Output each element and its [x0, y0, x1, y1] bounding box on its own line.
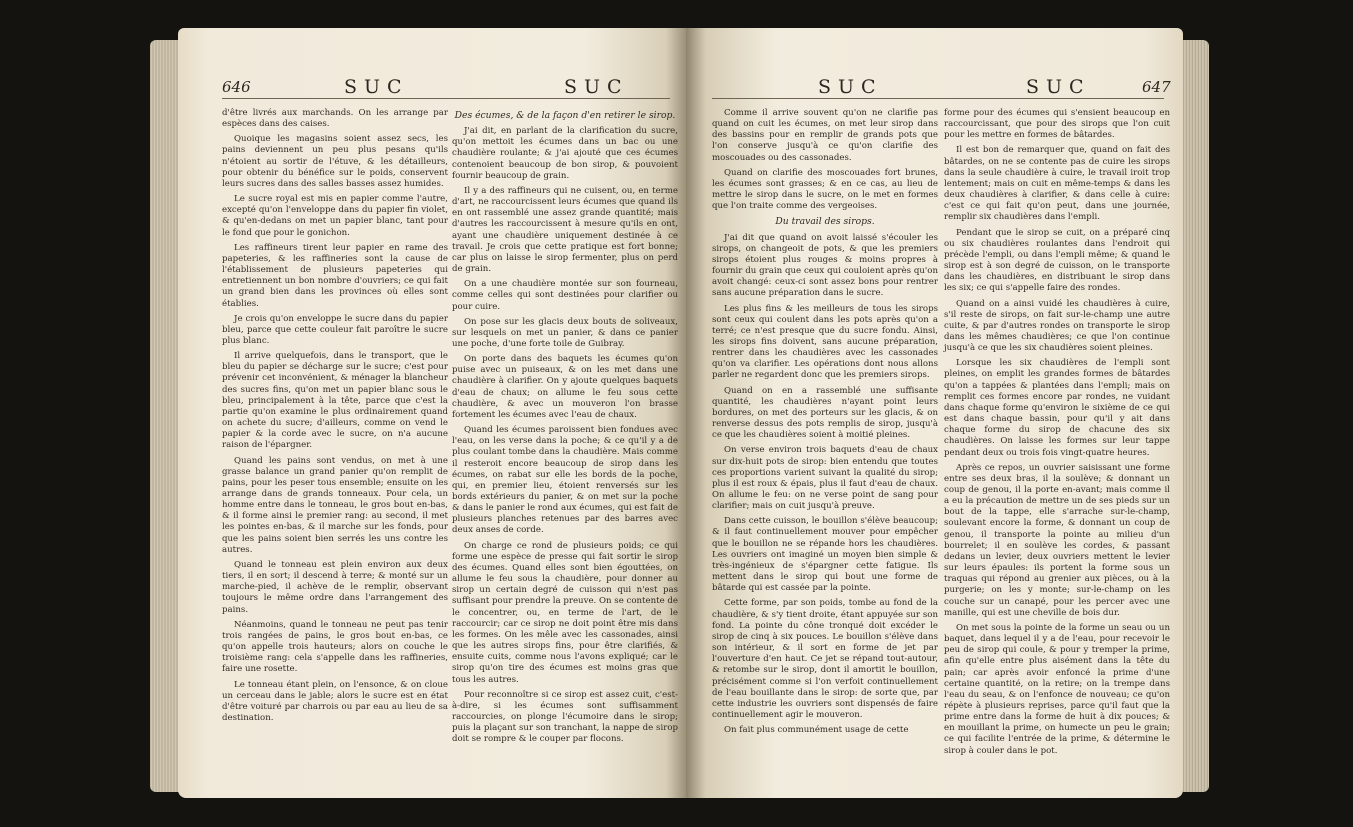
paragraph: J'ai dit que quand on avoit laissé s'écouler les sirops, on changeoit de pots, & que les premiers sirops étoient plus rouges & moins propres à fournir du grain que ceux qui couloient après qu'on avoit changé: ceux-ci sont assez bons pour rentrer sans aucune préparation dans le sucre. — [712, 232, 938, 299]
header-rule-left — [222, 98, 670, 99]
paragraph: d'être livrés aux marchands. On les arrange par espèces dans des caises. — [222, 108, 448, 130]
paragraph: On met sous la pointe de la forme un seau ou un baquet, dans lequel il y a de l'eau, pour recevoir le peu de sirop qui coule, & pour y tremper la prime, afin qu'elle entre plus aisément dans la tête du pain; car après avoir enfoncé la prime d'une certaine quantité, on la retire; on la trempe dans l'eau du seau, & on l'enfonce de nouveau; ce qu'on répète à plusieurs reprises, parce qu'il faut que la prime entre dans la forme de huit à dix pouces; & en mouillant la prime, on humecte un peu le grain; ce qui facilite l'entrée de la prime, & détermine le sirop à couler dans le pot. — [944, 622, 1170, 756]
paragraph: Quand les écumes paroissent bien fondues avec l'eau, on les verse dans la poche; & ce qu'il y a de plus coulant tombe dans la chaudière. Mais comme il resteroit encore beaucoup de sirop dans les écumes, on rabat sur elle les bords de la poche, qui, en premier lieu, étoient renversés sur les bords extérieurs du panier, & on met sur la poche & dans le panier le rond aux écumes, qui est fait de plusieurs planches retenues par des barres avec deux anses de corde. — [452, 425, 678, 536]
paragraph: Le tonneau étant plein, on l'ensonce, & on cloue un cerceau dans le jable; alors le sucre est en état d'être voituré par charrois ou par eau au lieu de sa destination. — [222, 679, 448, 723]
running-head-right-1: SUC — [818, 76, 883, 98]
paragraph: Les plus fins & les meilleurs de tous les sirops sont ceux qui coulent dans les pots après qu'on a terré; ce n'est presque que du sucre fondu. Ainsi, les sirops fins doivent, sans aucune préparation, rentrer dans les chaudières avec les cassonades qu'on va clarifier. Les opérations dont nous allons parler ne regardent donc que les premiers sirops. — [712, 303, 938, 381]
paragraph: On a une chaudière montée sur son fourneau, comme celles qui sont destinées pour clarifier ou pour cuire. — [452, 279, 678, 312]
running-head-left-2: SUC — [564, 76, 629, 98]
paragraph: On pose sur les glacis deux bouts de soliveaux, sur lesquels on met un panier, & dans ce panier une poche, d'une forte toile de Guibray. — [452, 316, 678, 349]
paragraph: Quand on a ainsi vuidé les chaudières à cuire, s'il reste de sirops, on fait sur-le-champ une autre cuite, & par d'autres rondes on transporte le sirop dans les mêmes chaudières; ce que l'on continue jusqu'à ce que les six chaudières soient pleines. — [944, 298, 1170, 354]
text-column-3 — [712, 108, 938, 740]
paragraph: On porte dans des baquets les écumes qu'on puise avec un puiseaux, & on les met dans une chaudière à clarifier. On y ajoute quelques baquets d'eau de chaux; on allume le feu sous cette chaudière, & avec un mouveron l'on brasse fortement les écumes avec l'eau de chaux. — [452, 354, 678, 420]
text-column-4 — [944, 108, 1170, 761]
page-edges-left — [150, 40, 180, 792]
paragraph: Quand le tonneau est plein environ aux deux tiers, il en sort; il descend à terre; & monté sur un marche-pied, il achève de le remplir, observant toujours le même ordre dans l'arrangement des pains. — [222, 559, 448, 615]
paragraph: Quand on en a rassemblé une suffisante quantité, les chaudières n'ayant point leurs bordures, on met des porteurs sur les glacis, & on renverse dessus des pots remplis de sirop, jusqu'à ce que les chaudières soient à moitié pleines. — [712, 385, 938, 441]
paragraph: Les raffineurs tirent leur papier en rame des papeteries, & les raffineries sont la cause de l'établissement de plusieurs papeteries qui entretiennent un bon nombre d'ouvriers; ce qui fait un grand bien dans les provinces où elles sont établies. — [222, 242, 448, 309]
section-subheading: Des écumes, & de la façon d'en retirer le sirop. — [454, 110, 676, 121]
page-edges-right — [1183, 40, 1209, 792]
paragraph: Il arrive quelquefois, dans le transport, que le bleu du papier se décharge sur le sucre; c'est pour prévenir cet inconvénient, & ménager la blancheur des sucres fins, qu'on met un papier blanc sous le bleu, principalement à la tête, parce que c'est la partie qu'on examine le plus ordinairement quand on achete du sucre; d'ailleurs, comme on vend le papier & la corde avec le sucre, on n'a aucune raison de l'épargner. — [222, 351, 448, 451]
paragraph: Pour reconnoître si ce sirop est assez cuit, c'est-à-dire, si les écumes sont suffisamment raccourcies, on plonge l'écumoire dans le sirop; puis la plaçant sur son tranchant, la nappe de sirop doit se rompre & le couper par flocons. — [452, 689, 678, 745]
running-head-left-1: SUC — [344, 76, 409, 98]
paragraph: J'ai dit, en parlant de la clarification du sucre, qu'on mettoit les écumes dans un bac ou une chaudière roulante; & j'ai ajouté que ces écumes contenoient beaucoup de bon sirop, & pouvoient fournir beaucoup de grain. — [452, 126, 678, 181]
right-page — [686, 28, 1183, 798]
paragraph: forme pour des écumes qui s'ensient beaucoup en raccourcissant, que pour des sirops que l'on cuit pour les mettre en formes de bâtardes. — [944, 108, 1170, 141]
paragraph: Néanmoins, quand le tonneau ne peut pas tenir trois rangées de pains, le gros bout en-bas, ce qu'on appelle trois hauteurs; alors on couche le troisième rang: cela s'appelle dans les raffineries, faire une rosette. — [222, 619, 448, 675]
paragraph: Pendant que le sirop se cuit, on a préparé cinq ou six chaudières roulantes dans l'endroit qui précède l'empli, ou dans l'empli même; & quand le sirop est à son degré de cuisson, on le transporte dans les chaudières, en distribuant le sirop dans les six; ce qui s'appelle faire des rondes. — [944, 227, 1170, 294]
paragraph: On verse environ trois baquets d'eau de chaux sur dix-huit pots de sirop: bien entendu que toutes ces proportions varient suivant la qualité du sirop; plus il est roux & épais, plus il faut d'eau de chaux. On allume le feu: on ne verse point de sang pour clarifier; mais on cuit jusqu'à preuve. — [712, 445, 938, 512]
paragraph: Il est bon de remarquer que, quand on fait des bâtardes, on ne se contente pas de cuire les sirops dans la seule chaudière à cuire, le travail iroit trop lentement; mais on cuit en même-temps & dans les deux chaudières à clarifier, & dans celle à cuire: c'est ce qui fait qu'on peut, dans une journée, remplir six chaudières dans l'empli. — [944, 145, 1170, 223]
paragraph: On fait plus communément usage de cette — [724, 725, 909, 736]
paragraph: Quand les pains sont vendus, on met à une grasse balance un grand panier qu'on remplit de pains, pour les peser tous ensemble; ensuite on les arrange dans de grands tonneaux. Pour cela, un homme entre dans le tonneau, le gros bout en-bas, & il forme ainsi le premier rang: au second, il met les pointes en-bas, & il marche sur les fonds, pour que les pains soient bien serrés les uns contre les autres. — [222, 455, 448, 555]
paragraph: Il y a des raffineurs qui ne cuisent, ou, en terme d'art, ne raccourcissent leurs écumes que quand ils en ont rassemblé une assez grande quantité; mais d'autres les raccourcissent à mesure qu'ils en ont, ayant une chaudière uniquement destinée à ce travail. Je crois que cette pratique est fort bonne; car plus on laisse le sirop fermenter, plus on perd de grain. — [452, 185, 678, 275]
running-head-right-2: SUC — [1026, 76, 1091, 98]
paragraph: Après ce repos, un ouvrier saisissant une forme entre ses deux bras, il la soulève; & donnant un coup de genou, il la porte en-avant; mais comme il a eu la précaution de mettre un de ses pieds sur un bout de la tappe, elle s'arrache sur-le-champ, soulevant encore la forme, & donnant un coup de genou, il transporte la pointe au milieu d'un bourrelet; il en soulève les cordes, & passant dedans un levier, deux ouvriers mettent le levier sur leurs épaules: ils portent la forme sous un traquas qui répond au grenier aux pièces, ou à la purgerie; on les y monte; sur-le-champ on les couche sur un canapé, pour les percer avec une manille, qui est une cheville de bois dur. — [944, 462, 1170, 618]
paragraph: Lorsque les six chaudières de l'empli sont pleines, on emplit les grandes formes de bâtardes qu'on a tappées & plantées dans l'empli; mais on remplit ces formes encore par rondes, ne vuidant dans chaque forme qu'environ le sixième de ce qui est dans chaque bassin, pour qu'il y ait dans chaque forme du sirop de chacune des six chaudières. On laisse les formes sur leur tappe pendant deux ou trois fois vingt-quatre heures. — [944, 358, 1170, 458]
header-rule-right — [712, 98, 1164, 99]
text-column-1 — [222, 108, 448, 728]
page-number-646: 646 — [222, 78, 251, 96]
paragraph: Quoique les magasins soient assez secs, les pains deviennent un peu plus pesans qu'ils n'étoient au sortir de l'étuve, & les détailleurs, pour obtenir du bénéfice sur le poids, conservent leurs sucres dans des salles basses assez humides. — [222, 134, 448, 189]
section-subheading: Du travail des sirops. — [775, 216, 875, 228]
page-number-647: 647 — [1142, 78, 1171, 96]
paragraph: Quand on clarifie des moscouades fort brunes, les écumes sont grasses; & en ce cas, au lieu de mettre le sirop dans le sucre, on le met en formes que l'on traite comme des vergeoises. — [712, 167, 938, 212]
left-page — [178, 28, 686, 798]
paragraph: Dans cette cuisson, le bouillon s'élève beaucoup; & il faut continuellement mouver pour empêcher que le bouillon ne se répande hors les chaudières. Les ouvriers ont imaginé un moyen bien simple & très-ingénieux de s'épargner cette fatigue. Ils mettent dans le sirop qui bout une forme de bâtarde qui est cassée par la pointe. — [712, 516, 938, 594]
paragraph: Comme il arrive souvent qu'on ne clarifie pas quand on cuit les écumes, on met leur sirop dans des bassins pour en remplir de grands pots que l'on conserve jusqu'à ce qu'on clarifie des moscouades ou des cassonades. — [712, 108, 938, 163]
text-column-2 — [452, 108, 678, 749]
paragraph: Cette forme, par son poids, tombe au fond de la chaudière, & s'y tient droite, étant appuyée sur son fond. La pointe du cône tronqué doit excéder le sirop de cinq à six pouces. Le bouillon s'élève dans son intérieur, & il sort en forme de jet par l'ouverture d'en haut. Ce jet se répand tout-autour, & retombe sur le sirop, dont il amortit le bouillon, précisément comme si l'on verfoit continuellement de l'eau bouillante dans le sirop: de sorte que, par cette industrie les ouvriers sont dispensés de faire continuellement agir le mouveron. — [712, 598, 938, 720]
paragraph: Le sucre royal est mis en papier comme l'autre, excepté qu'on l'enveloppe dans du papier fin violet, & qu'en-dedans on met un papier blanc, tant pour le fond que pour le gonichon. — [222, 194, 448, 238]
paragraph: Je crois qu'on enveloppe le sucre dans du papier bleu, parce que cette couleur fait paroître le sucre plus blanc. — [222, 313, 448, 346]
paragraph: On charge ce rond de plusieurs poids; ce qui forme une espèce de presse qui fait sortir le sirop des écumes. Quand elles sont bien égouttées, on allume le feu sous la chaudière, pour donner au sirop un certain degré de cuisson qui n'est pas suffisant pour prendre la preuve. On se contente de le concentrer, ou, en terme de l'art, de le raccourcir; car ce sirop ne doit point être mis dans les formes. On les mêle avec les cassonades, ainsi que les autres sirops fins, pour être clarifiés, & ensuite cuits, comme nous l'avons expliqué; car le sirop qu'on tire des écumes est moins gras que tous les autres. — [452, 540, 678, 685]
